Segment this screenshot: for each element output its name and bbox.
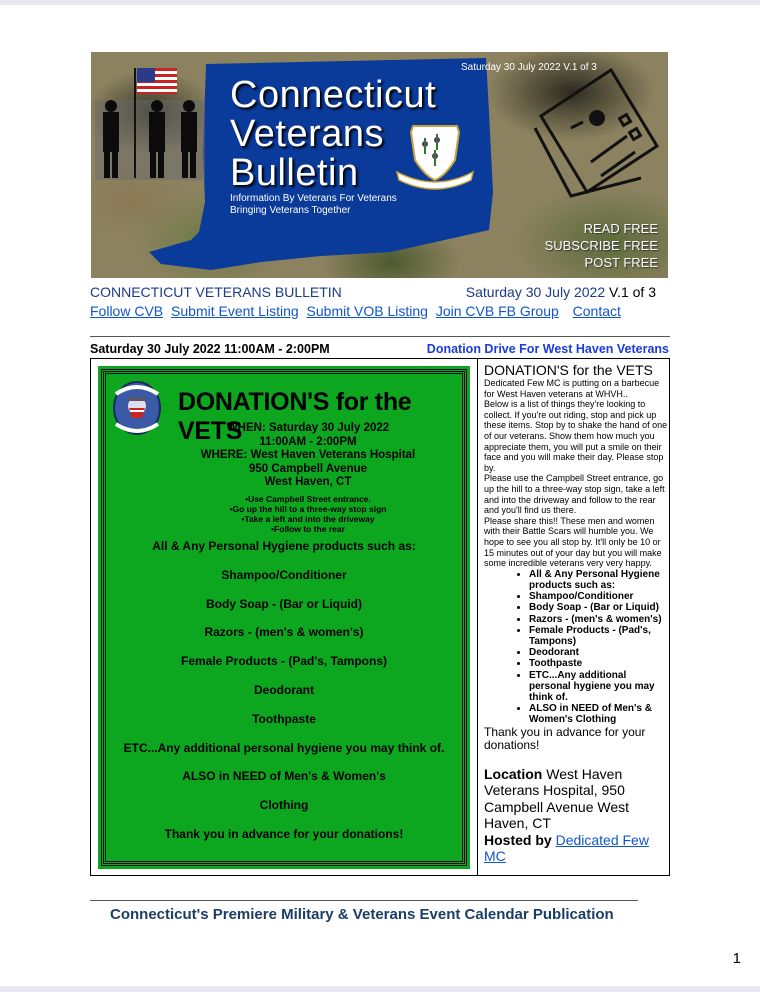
flyer-item: Toothpaste xyxy=(252,711,316,726)
header-links xyxy=(90,303,670,319)
flyer-item: Thank you in advance for your donations! xyxy=(164,826,404,841)
event-flyer xyxy=(98,366,470,869)
event-datetime: Saturday 30 July 2022 11:00AM - 2:00PM xyxy=(90,342,330,356)
banner-tagline-1: Information By Veterans For Veterans xyxy=(230,193,397,204)
bottom-bar xyxy=(0,986,760,992)
flyer-when-line: West Haven, CT xyxy=(264,476,352,488)
flyer-item: ETC...Any additional personal hygiene you may think of. xyxy=(123,740,445,755)
follow-cvb-link[interactable]: Follow CVB xyxy=(90,303,164,319)
bullet-item: • Body Soap - (Bar or Liquid) xyxy=(529,602,670,613)
banner-tagline-2: Bringing Veterans Together xyxy=(230,205,351,216)
contact-link[interactable]: Contact xyxy=(572,303,621,319)
hosted-by-label: Hosted by xyxy=(484,831,552,848)
bullet-item: • ALSO in NEED of Men's & Women's Clothing xyxy=(529,703,670,725)
column-divider xyxy=(477,359,478,875)
description-paragraph: Please share this!! These men and women with their Battle Scars will humble you. We hope to see you all stop by. It'll only be 10 or 15 minutes out of your day but you will make some incredible veterans very very happy. xyxy=(484,515,662,569)
flyer-direction-line: •Use Campbell Street entrance. xyxy=(245,494,371,504)
bullet-item: • All & Any Personal Hygiene products such as: xyxy=(529,569,670,591)
flyer-item: Shampoo/Conditioner xyxy=(221,567,347,582)
description-title: DONATION'S for the VETS xyxy=(484,362,653,378)
footer-divider xyxy=(90,900,638,901)
flyer-direction-line: •Go up the hill to a three-way stop sign xyxy=(229,504,387,514)
publication-header xyxy=(90,284,656,300)
bullet-item: • Razors - (men's & women's) xyxy=(529,614,670,625)
banner-tagline xyxy=(230,193,397,217)
flyer-when-line: WHEN: Saturday 30 July 2022 xyxy=(226,422,390,434)
divider xyxy=(90,336,670,337)
description-paragraph: Please use the Campbell Street entrance, go up the hill to a three-way stop sign, take a left and into the driveway and follow to the rear and you'll find us there. xyxy=(484,473,665,516)
bulletin-banner xyxy=(91,52,668,278)
description-bullets xyxy=(484,569,670,726)
description-paragraph: Dedicated Few MC is putting on a barbecue for West Haven veterans at WHVH.. xyxy=(484,378,660,399)
dedicated-few-mc-logo-icon xyxy=(112,380,162,436)
event-location-block xyxy=(484,766,670,865)
banner-title-line: Veterans xyxy=(230,113,384,155)
flyer-item: Deodorant xyxy=(254,682,314,697)
submit-event-listing-link[interactable]: Submit Event Listing xyxy=(171,303,299,319)
flyer-item: Clothing xyxy=(259,798,309,813)
page-number: 1 xyxy=(732,950,741,967)
ballot-postcard-icon xyxy=(531,66,661,206)
bullet-item: • Toothpaste xyxy=(529,658,670,669)
bullet-item: • Female Products - (Pad's, Tampons) xyxy=(529,625,670,647)
flyer-direction-line: •Take a left and into the driveway xyxy=(241,514,375,524)
flyer-directions xyxy=(158,494,458,534)
issue-date: Saturday 30 July 2022 xyxy=(465,284,606,300)
banner-date: Saturday 30 July 2022 V.1 of 3 xyxy=(461,62,597,73)
connecticut-seal-icon xyxy=(395,120,475,196)
location-label: Location xyxy=(484,765,543,782)
banner-title-line: Connecticut xyxy=(230,74,437,116)
bullet-item: • Deodorant xyxy=(529,647,670,658)
publication-name: CONNECTICUT VETERANS BULLETIN xyxy=(90,284,342,300)
subscribe-free-label: SUBSCRIBE FREE xyxy=(544,238,658,253)
bullet-item: • ETC...Any additional personal hygiene you may think of. xyxy=(529,670,670,704)
flyer-item: Female Products - (Pad's, Tampons) xyxy=(180,654,387,669)
submit-vob-listing-link[interactable]: Submit VOB Listing xyxy=(306,303,428,319)
issue-info xyxy=(466,284,656,300)
flyer-when-line: 950 Campbell Avenue xyxy=(248,462,368,475)
flyer-item: All & Any Personal Hygiene products such as: xyxy=(152,539,416,553)
bullet-item: • Shampoo/Conditioner xyxy=(529,591,670,602)
post-free-label: POST FREE xyxy=(584,255,658,270)
saluting-soldiers-flag-icon xyxy=(95,60,215,180)
location-value: West Haven Veterans Hospital, 950 Campbell Avenue West Haven, CT xyxy=(484,765,630,832)
flyer-item: Body Soap - (Bar or Liquid) xyxy=(206,596,362,611)
flyer-when-where xyxy=(158,422,458,490)
flyer-when-line: 11:00AM - 2:00PM xyxy=(259,435,357,448)
flyer-item: ALSO in NEED of Men's & Women's xyxy=(182,769,386,784)
description-thanks: Thank you in advance for your donations! xyxy=(484,724,646,752)
flyer-direction-line: •Follow to the rear xyxy=(271,524,345,534)
event-description xyxy=(484,363,670,865)
flyer-heading: DONATION'S for the VETS xyxy=(178,388,412,445)
host-link[interactable]: Dedicated Few MC xyxy=(484,831,649,865)
flyer-item: Razors - (men's & women's) xyxy=(204,625,364,640)
banner-free-list xyxy=(545,220,658,271)
footer-tagline: Connecticut's Premiere Military & Veterans Event Calendar Publication xyxy=(110,906,614,923)
issue-version: V.1 of 3 xyxy=(609,284,656,300)
flyer-items xyxy=(98,539,470,856)
top-bar xyxy=(0,0,760,5)
event-listing xyxy=(90,358,670,876)
description-paragraph: Below is a list of things they're looking to collect. If you're out riding, stop and pick up these items. Stop by to shake the hand of one of our veterans. Show them how much you appreciate them, you will put a smile on their face and you will make their day. Please stop by. xyxy=(484,399,668,473)
flyer-when-line: WHERE: West Haven Veterans Hospital xyxy=(200,449,416,461)
event-title: Donation Drive For West Haven Veterans xyxy=(426,342,669,356)
banner-title-line: Bulletin xyxy=(230,152,359,194)
read-free-label: READ FREE xyxy=(583,221,658,236)
join-fb-group-link[interactable]: Join CVB FB Group xyxy=(435,303,559,319)
